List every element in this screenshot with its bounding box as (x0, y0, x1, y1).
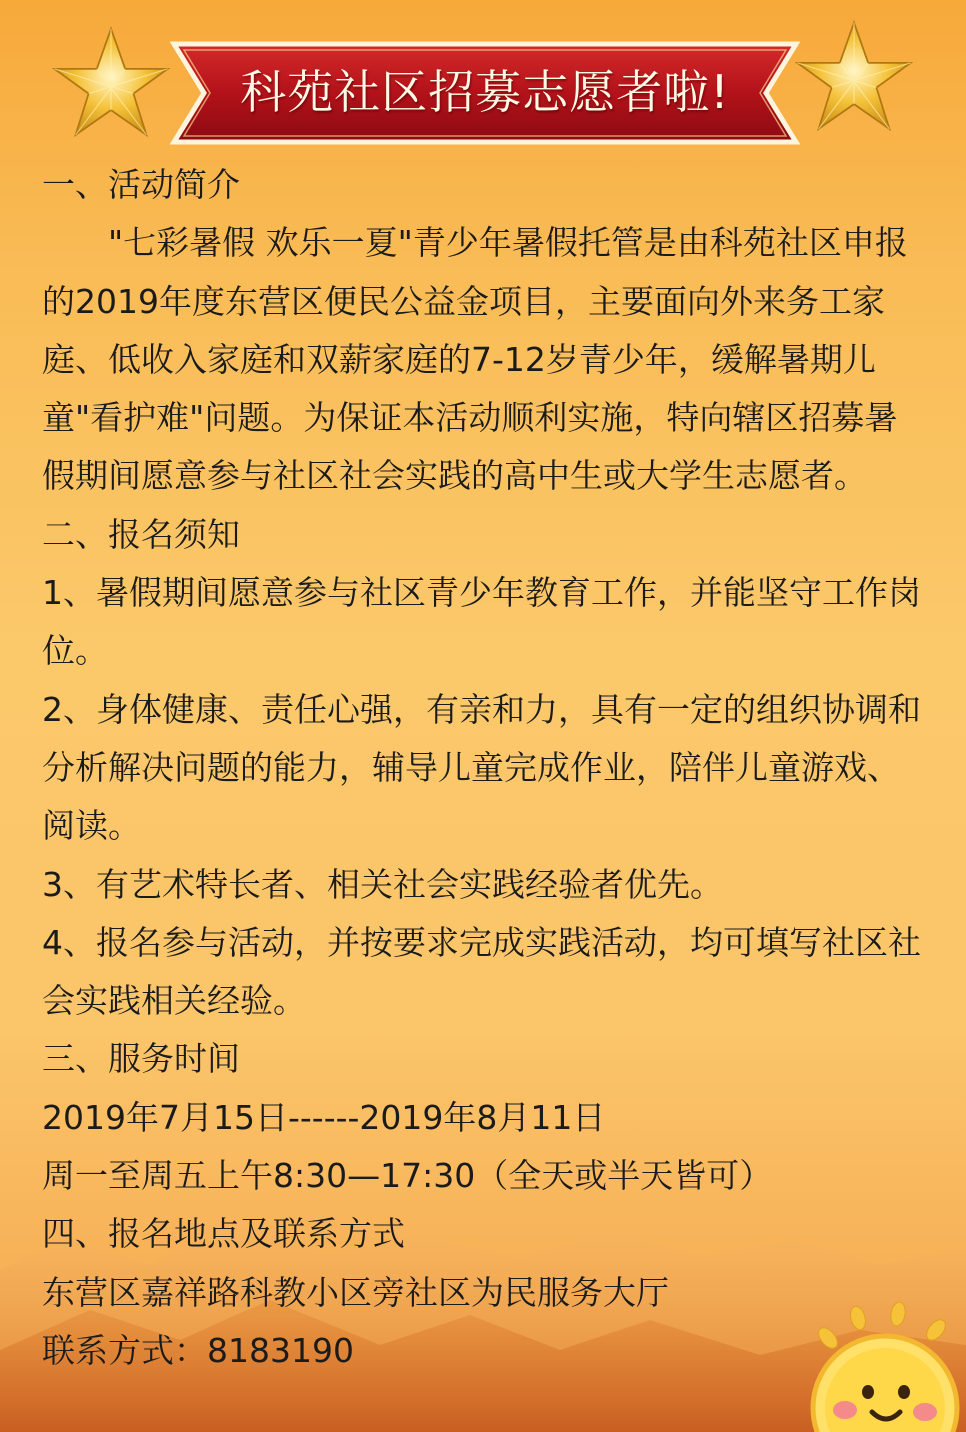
section-heading-contact: 四、报名地点及联系方式 (42, 1214, 405, 1254)
service-hours: 周一至周五上午8:30—17:30（全天或半天皆可） (42, 1156, 773, 1196)
star-icon (795, 18, 913, 136)
notice-item: 4、报名参与活动，并按要求完成实践活动，均可填写社区社会实践相关经验。 (42, 922, 921, 1021)
intro-paragraph: "七彩暑假 欢乐一夏"青少年暑假托管是由科苑社区申报的2019年度东营区便民公益金项目，主要面向外来务工家庭、低收入家庭和双薪家庭的7-12岁青少年，缓解暑期儿童"看护难"问题。为保证本活动顺利实施，特向辖区招募暑假期间愿意参与社区社会实践的高中生或大学生志愿者。 (42, 223, 908, 496)
poster-content (42, 156, 926, 1380)
notice-item: 2、身体健康、责任心强，有亲和力，具有一定的组织协调和分析解决问题的能力，辅导儿童完成作业，陪伴儿童游戏、阅读。 (42, 689, 921, 846)
contact-address: 东营区嘉祥路科教小区旁社区为民服务大厅 (42, 1272, 669, 1312)
notice-item: 3、有艺术特长者、相关社会实践经验者优先。 (42, 864, 723, 904)
star-icon (52, 24, 170, 142)
contact-phone: 联系方式：8183190 (42, 1330, 354, 1370)
section-heading-notice: 二、报名须知 (42, 514, 240, 554)
sun-mascot-icon (800, 1300, 966, 1432)
service-dates: 2019年7月15日------2019年8月11日 (42, 1097, 606, 1137)
banner-title: 科苑社区招募志愿者啦! (240, 65, 730, 119)
section-heading-time: 三、服务时间 (42, 1039, 240, 1079)
section-heading-intro: 一、活动简介 (42, 165, 240, 204)
notice-item: 1、暑假期间愿意参与社区青少年教育工作，并能坚守工作岗位。 (42, 573, 921, 671)
